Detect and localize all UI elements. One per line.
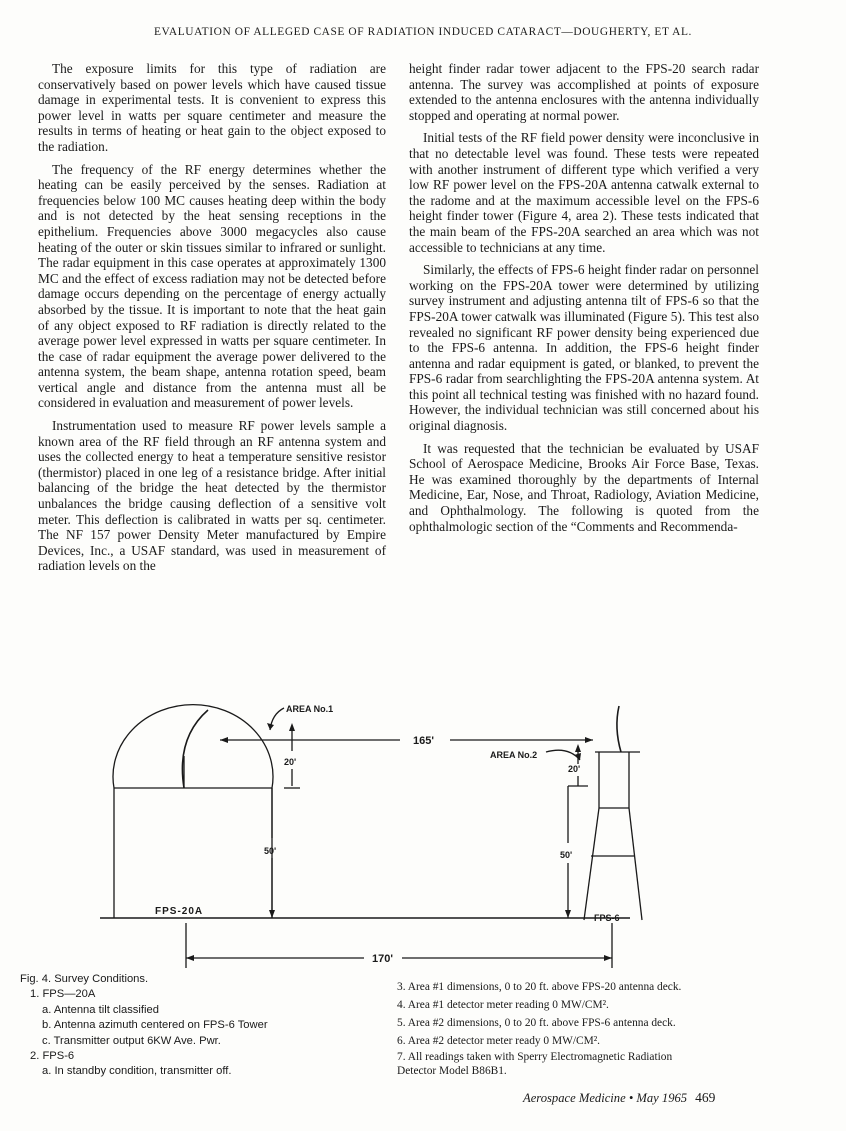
paragraph: The frequency of the RF energy determines whether the heating can be easily perceived by the senses. Radiation at frequencies below 100 MC causes heating deep within the body and is not detected by the heat sensing receptions in the epithelium. Frequencies above 3000 megacycles also cause heating of the outer or skin tissues similar to infrared or sunlight. The radar equipment in this case operates at approximately 1300 MC and the effect of excess radiation may not be detected before damage occurs depending on the percentage of energy actually absorbed by the tissue. It is important to note that the heat gain of any object exposed to RF radiation is directly related to the average power level expressed in watts per square centimeter. In the case of radar equipment the average power delivered to the antenna system, the beam shape, antenna rotation speed, beam vertical angle and distance from the antenna must all be considered in evaluation and measurement of power levels.: [38, 161, 386, 411]
caption-line: a. Antenna tilt classified: [42, 1003, 159, 1016]
paragraph: It was requested that the technician be evaluated by USAF School of Aerospace Medicine, Brooks Air Force Base, Texas. He was examined thoroughly by the departments of Internal Medicine, Ear, Nose, and Throat, Radiology, Aviation Medicine, and Ophthalmology. The following is quoted from the ophthalmologic section of the “Comments and Recommenda-: [409, 440, 759, 534]
running-header: EVALUATION OF ALLEGED CASE OF RADIATION INDUCED CATARACT—DOUGHERTY, ET AL.: [154, 26, 692, 38]
left-column: [38, 61, 386, 581]
fps6-label: FPS-6: [594, 913, 620, 923]
fps20a-label: FPS-20A: [155, 906, 204, 917]
distance-bottom-label: 170': [372, 953, 393, 965]
caption-line: 7. All readings taken with Sperry Electromagnetic Radiation: [397, 1051, 673, 1063]
journal-citation: Aerospace Medicine • May 1965: [523, 1091, 688, 1105]
caption-line: Fig. 4. Survey Conditions.: [20, 973, 149, 985]
area1-label: AREA No.1: [286, 704, 334, 714]
caption-line: 1. FPS—20A: [30, 988, 96, 1001]
caption-line: b. Antenna azimuth centered on FPS-6 Tower: [42, 1019, 268, 1032]
paragraph: Similarly, the effects of FPS-6 height finder radar on personnel working on the FPS-20A tower were determined by utilizing survey instrument and adjusting antenna tilt of FPS-6 so that the FPS-20A tower catwalk was illuminated (Figure 5). This test also revealed no significant RF power density being experienced due to the FPS-6 antenna. In addition, the FPS-6 height finder antenna and radar equipment is gated, or blanked, to prevent the FPS-6 radar from searchlighting the FPS-20A antenna system. At this point all technical testing was finished with no hazard found. However, the individual technician was still concerned about his original diagnosis.: [409, 262, 759, 434]
caption-line: 4. Area #1 detector meter reading 0 MW/CM².: [397, 999, 609, 1011]
height-50-right: 50': [560, 850, 573, 860]
paragraph: Initial tests of the RF field power density were inconclusive in that no detectable level was found. These tests were repeated with another instrument of different type which verified a very low RF power level on the FPS-20A antenna catwalk external to the radome and at the maximum accessible level on the FPS-6 height finder tower (Figure 4, area 2). These tests indicated that the main beam of the FPS-20A searched an area which was not accessible to technicians at any time.: [409, 130, 759, 255]
fps20a-antenna: [182, 710, 208, 788]
paragraph: height finder radar tower adjacent to the FPS-20 search radar antenna. The survey was accomplished at points of exposure extended to the antenna enclosures with the antenna individually stopped and operating at normal power.: [409, 61, 759, 123]
caption-line: Detector Model B86B1.: [397, 1065, 507, 1077]
right-column: [409, 61, 759, 541]
figure-caption-right: [397, 978, 777, 1078]
figure-caption-left: [20, 972, 390, 1080]
paragraph: Instrumentation used to measure RF power levels sample a known area of the RF field through an RF antenna system and uses the collected energy to heat a temperature sensitive resistor (thermistor) placed in one leg of a resistance bridge. After initial balancing of the bridge the heat detected by the thermistor unbalances the bridge causing deflection of a sensitive volt meter. This deflection is calibrated in watts per sq. centimeter. The NF 157 power Density Meter manufactured by Empire Devices, Inc., a USAF standard, was used in measurement of radiation levels on the: [38, 418, 386, 574]
caption-line: a. In standby condition, transmitter off.: [42, 1065, 232, 1078]
distance-top-label: 165': [413, 735, 434, 747]
height-50-left: 50': [264, 846, 277, 856]
caption-line: 2. FPS-6: [30, 1050, 75, 1063]
page-number: 469: [695, 1090, 716, 1105]
paragraph: The exposure limits for this type of radiation are conservatively based on power levels which have caused tissue damage in experimental tests. It is convenient to express this power level in watts per square centimeter and measure the results in terms of heating or heat gain to the object exposed to the radiation.: [38, 61, 386, 154]
fps6-antenna: [617, 706, 621, 752]
caption-line: 6. Area #2 detector meter ready 0 MW/CM².: [397, 1035, 601, 1047]
survey-figure: [100, 668, 660, 970]
caption-line: c. Transmitter output 6KW Ave. Pwr.: [42, 1034, 221, 1047]
caption-line: 5. Area #2 dimensions, 0 to 20 ft. above FPS-6 antenna deck.: [397, 1017, 676, 1029]
page-footer: [523, 1090, 715, 1106]
area2-label: AREA No.2: [490, 750, 538, 760]
caption-line: 3. Area #1 dimensions, 0 to 20 ft. above FPS-20 antenna deck.: [397, 981, 682, 993]
height-20-left: 20': [284, 757, 297, 767]
height-20-right: 20': [568, 764, 581, 774]
radome-dome: [113, 705, 273, 788]
